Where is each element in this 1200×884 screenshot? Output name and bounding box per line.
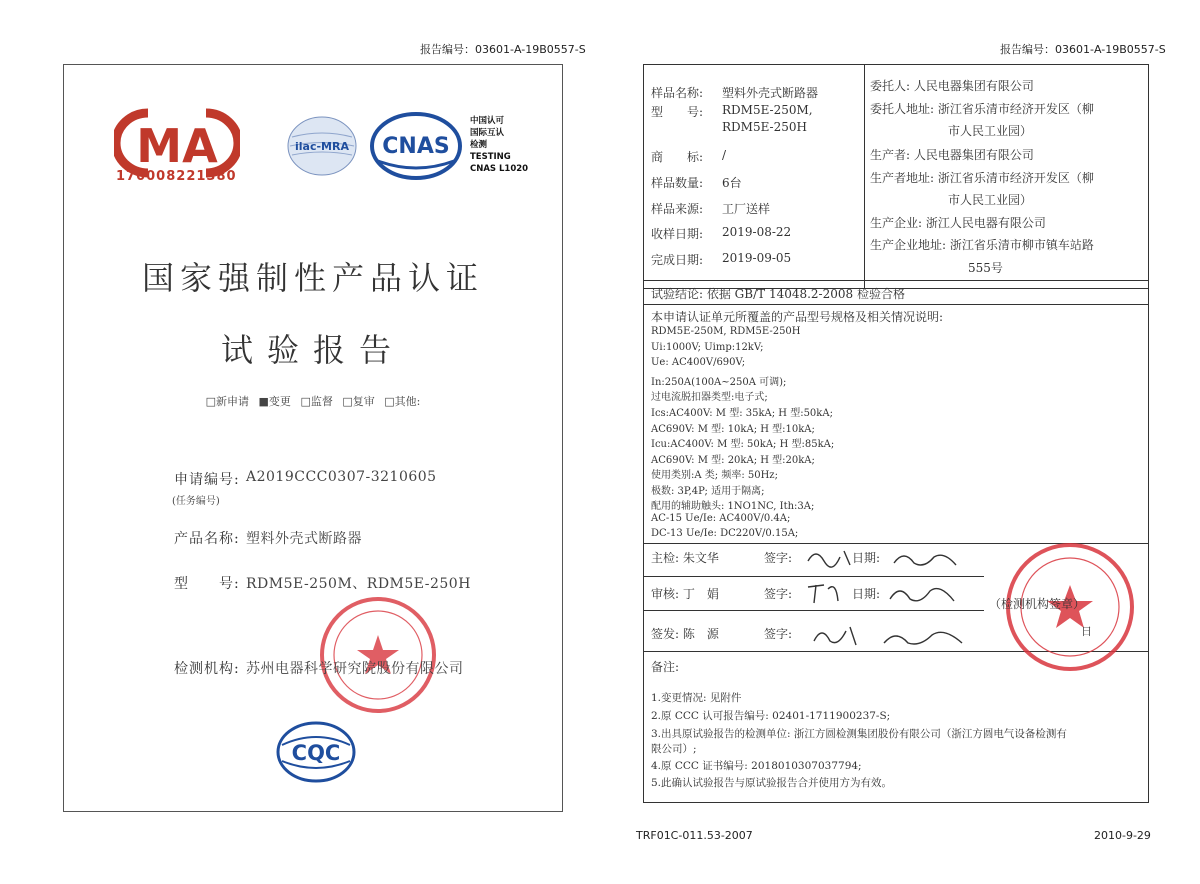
date-label: 日期:	[852, 587, 881, 601]
testing-agency-value: 苏州电器科学研究院股份有限公司	[246, 661, 464, 677]
spec-line: In:250A(100A~250A 可调);	[651, 377, 787, 388]
signature-label: 签字:	[764, 587, 793, 601]
spec-line: DC-13 Ue/Ie: DC220V/0.15A;	[651, 528, 799, 539]
option-other: □其他:	[384, 395, 421, 408]
factory-address-1: 生产企业地址: 浙江省乐清市柳市镇车站路	[870, 238, 1094, 252]
producer-address-2: 市人民工业园）	[948, 193, 1033, 207]
official-seal-icon	[318, 595, 438, 715]
sample-source-value: 工厂送样	[722, 202, 771, 216]
report-number-left: 报告编号：03601-A-19B0557-S	[420, 43, 586, 56]
client-address-2: 市人民工业园）	[948, 124, 1033, 138]
report-subtitle: 试验报告	[220, 331, 405, 369]
spec-line: AC690V: M 型: 20kA; H 型:20kA;	[651, 455, 815, 466]
model-value: RDM5E-250M、RDM5E-250H	[246, 576, 471, 592]
test-conclusion: 试验结论: 依据 GB/T 14048.2-2008 检验合格	[651, 287, 905, 301]
signature-label: 签字:	[764, 627, 793, 641]
sample-qty-label: 样品数量:	[651, 176, 704, 190]
agency-seal-label: （检测机构签章）	[989, 597, 1086, 611]
product-name-value: 塑料外壳式断路器	[246, 531, 362, 547]
cover-page	[63, 64, 563, 812]
spec-line: 过电流脱扣器类型:电子式;	[651, 392, 768, 403]
report-data-page	[643, 64, 1149, 803]
spec-line: 极数: 3P,4P; 适用于隔离;	[651, 486, 765, 497]
sample-model-label: 型 号:	[651, 105, 704, 119]
option-supervision: □监督	[300, 395, 333, 408]
sample-qty-value: 6台	[722, 176, 742, 190]
cqc-logo-icon	[276, 721, 356, 783]
ilac-mra-logo-icon	[286, 115, 358, 177]
specs-title: 本申请认证单元所覆盖的产品型号规格及相关情况说明:	[651, 310, 944, 324]
sample-model-value-1: RDM5E-250M,	[722, 103, 813, 117]
sample-source-label: 样品来源:	[651, 202, 704, 216]
spec-line: AC690V: M 型: 10kA; H 型:10kA;	[651, 424, 815, 435]
row-divider	[644, 304, 1148, 305]
row-divider	[644, 280, 1148, 281]
spec-line: Ics:AC400V: M 型: 35kA; H 型:50kA;	[651, 408, 833, 419]
cqc-text: CQC	[291, 741, 341, 765]
cnas-logo-icon	[370, 111, 462, 181]
sample-name-value: 塑料外壳式断路器	[722, 86, 819, 100]
remarks-title: 备注:	[651, 660, 680, 674]
task-no-label: (任务编号)	[172, 496, 220, 507]
remark-line: 限公司）;	[651, 743, 697, 755]
trademark-value: /	[722, 148, 727, 162]
application-no-value: A2019CCC0307-3210605	[246, 469, 437, 485]
application-type-options	[64, 393, 562, 409]
remark-line: 2.原 CCC 认可报告编号: 02401-1711900237-S;	[651, 710, 891, 722]
sample-model-value-2: RDM5E-250H	[722, 120, 807, 134]
spec-line: Ui:1000V; Uimp:12kV;	[651, 342, 764, 353]
completed-date-value: 2019-09-05	[722, 251, 792, 265]
form-date: 2010-9-29	[1094, 829, 1151, 842]
cma-number: 170008221380	[116, 169, 237, 184]
completed-date-label: 完成日期:	[651, 253, 704, 267]
option-change: ■变更	[258, 395, 291, 408]
testing-agency-label: 检测机构:	[174, 661, 240, 677]
client-address-1: 委托人地址: 浙江省乐清市经济开发区（柳	[870, 102, 1094, 116]
received-date-value: 2019-08-22	[722, 225, 792, 239]
form-number: TRF01C-011.53-2007	[636, 829, 753, 842]
spec-line: Icu:AC400V: M 型: 50kA; H 型:85kA;	[651, 439, 835, 450]
handwritten-signature-1	[804, 543, 964, 573]
spec-line: RDM5E-250M, RDM5E-250H	[651, 326, 801, 337]
remark-line: 1.变更情况: 见附件	[651, 692, 742, 704]
received-date-label: 收样日期:	[651, 227, 704, 241]
spec-line: AC-15 Ue/Ie: AC400V/0.4A;	[651, 513, 791, 524]
remark-line: 4.原 CCC 证书编号: 2018010307037794;	[651, 760, 862, 772]
remark-line: 5.此确认试验报告与原试验报告合并使用方为有效。	[651, 777, 893, 789]
client: 委托人: 人民电器集团有限公司	[870, 79, 1034, 93]
spec-line: 配用的辅助触头: 1NO1NC, Ith:3A;	[651, 501, 815, 512]
model-label: 型 号:	[174, 576, 240, 592]
reviewer: 审核: 丁 娟	[651, 587, 719, 601]
report-main-title: 国家强制性产品认证	[141, 259, 484, 297]
remark-line: 3.出具原试验报告的检测单位: 浙江方圆检测集团股份有限公司（浙江方圆电气设备检测有	[651, 728, 1067, 740]
seal-date: 日	[1081, 625, 1092, 638]
report-number-right: 报告编号：03601-A-19B0557-S	[1000, 43, 1166, 56]
ilac-text: ilac-MRA	[295, 140, 349, 153]
producer-address-1: 生产者地址: 浙江省乐清市经济开发区（柳	[870, 171, 1094, 185]
spec-line: 使用类别:A 类; 频率: 50Hz;	[651, 470, 778, 481]
signature-label: 签字:	[764, 551, 793, 565]
application-no-label: 申请编号:	[174, 472, 240, 488]
cma-letters: MA	[136, 119, 218, 173]
handwritten-signature-3	[812, 617, 972, 651]
date-label: 日期:	[852, 551, 881, 565]
product-name-label: 产品名称:	[174, 531, 240, 547]
spec-line: Ue: AC400V/690V;	[651, 357, 746, 368]
cnas-brand: CNAS	[382, 134, 450, 159]
option-review: □复审	[342, 395, 375, 408]
option-new: □新申请	[205, 395, 250, 408]
handwritten-signature-2	[804, 577, 964, 609]
sample-name-label: 样品名称:	[651, 86, 704, 100]
approver: 签发: 陈 源	[651, 627, 719, 641]
column-divider	[864, 65, 865, 288]
factory-address-2: 555号	[968, 261, 1003, 275]
trademark-label: 商 标:	[651, 150, 704, 164]
producer: 生产者: 人民电器集团有限公司	[870, 148, 1034, 162]
row-divider	[644, 610, 984, 611]
cnas-description: 中国认可 国际互认 检测 TESTING CNAS L1020	[470, 116, 529, 174]
factory: 生产企业: 浙江人民电器有限公司	[870, 216, 1046, 230]
chief-inspector: 主检: 朱文华	[651, 551, 719, 565]
